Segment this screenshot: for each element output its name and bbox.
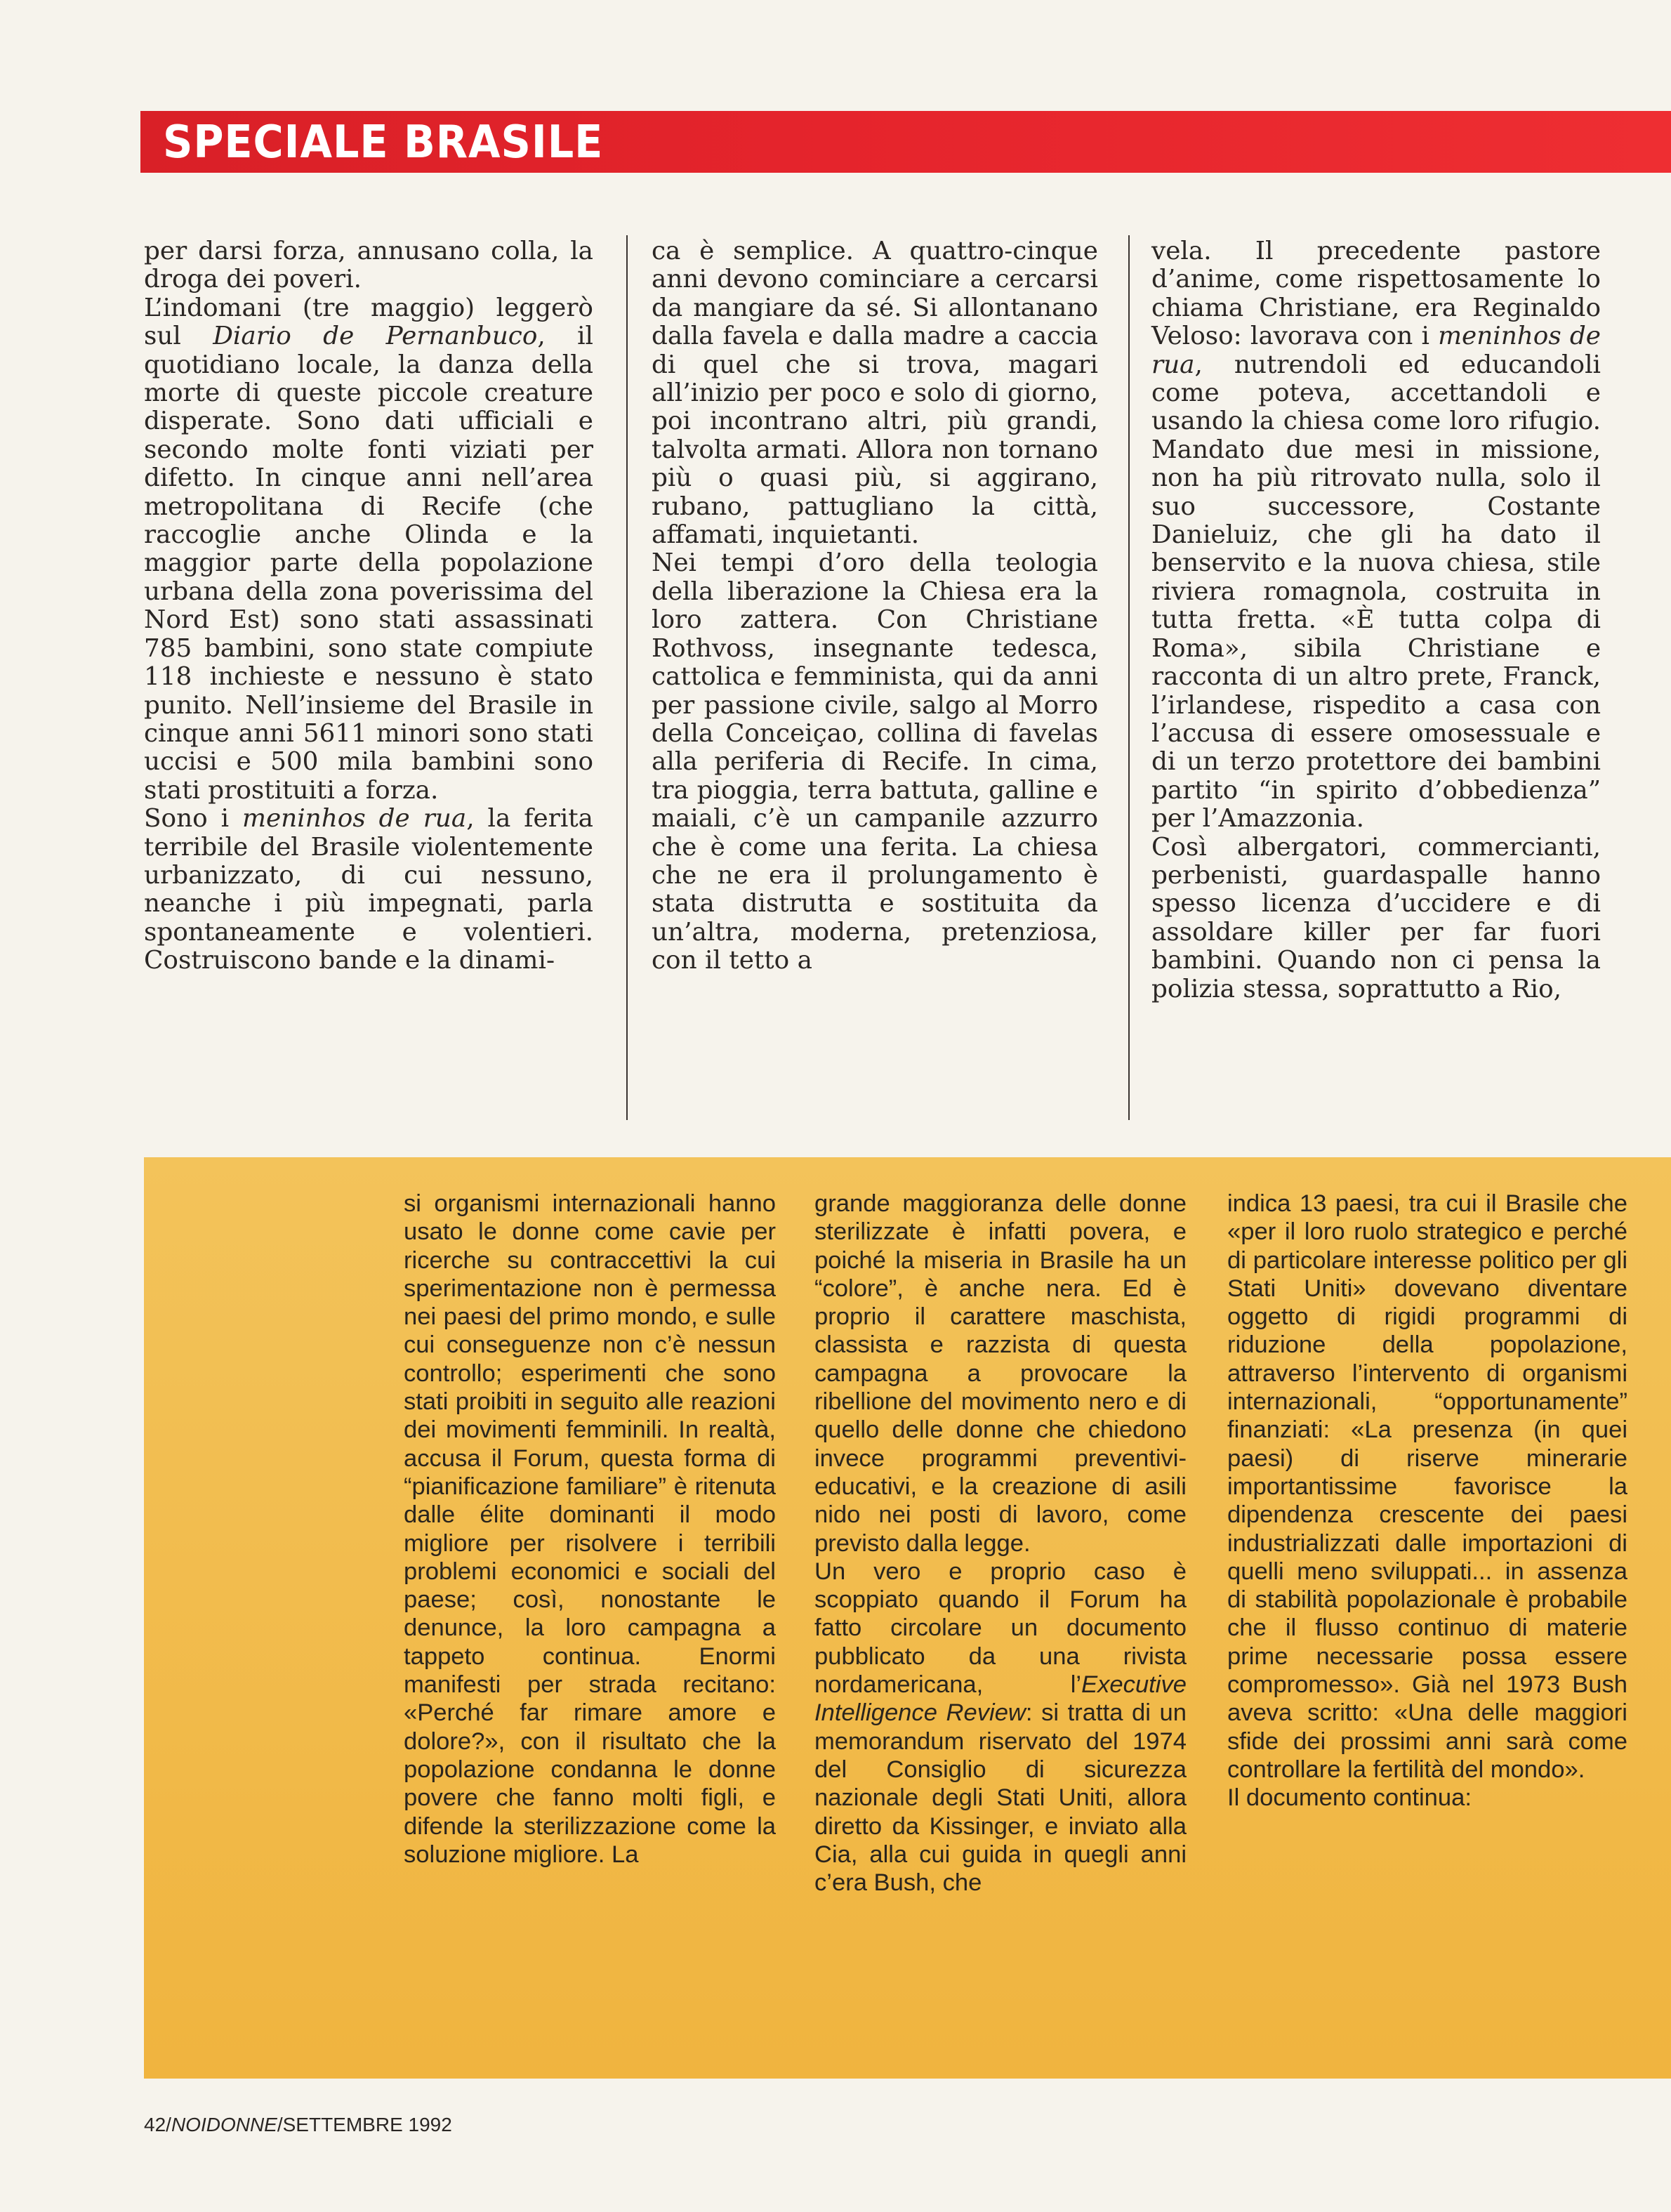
paragraph (144, 294, 593, 805)
italic-text: meninhos de rua (1151, 322, 1601, 379)
text-run: grande maggioranza delle donne sterilizzate è infatti povera, e poiché la miseria in Brasile ha un “colore”, è anche nera. Ed è proprio il carattere maschista, classista e razzista di questa campagna a provocare la ribellione del movimento nero e di quello delle donne che chiedono invece programmi preventivi-educativi, e la creazione di asili nido nei posti di lavoro, come previsto dalla legge. (814, 1190, 1187, 1557)
text-run: Nei tempi d’oro della teologia della liberazione la Chiesa era la loro zattera. Con Christiane Rothvoss, insegnante tedesca, cattolica e femminista, qui da anni per passione civile, salgo al Morro della Conceiçao, collina di favelas alla periferia di Recife. In cima, tra pioggia, terra battuta, galline e maiali, c’è un campanile azzurro che è come una ferita. La chiesa che ne era il prolungamento è stata distrutta e sostituita da un’altra, moderna, pretenziosa, con il tetto a (652, 548, 1098, 975)
section-title: SPECIALE BRASILE (163, 117, 604, 169)
box-column-1 (404, 1190, 776, 1869)
text-run: Sono i (144, 804, 243, 834)
text-run: L’indomani (tre maggio) leggerò sul (144, 293, 593, 351)
text-run: per darsi forza, annusano colla, la droga dei poveri. (144, 237, 593, 294)
text-run: , il quotidiano locale, la danza della morte di queste piccole creature disperate. Sono dati ufficiali e secondo molte fonti viziati per difetto. In cinque anni nell’area metropolitana di Recife (che raccoglie anche Olinda e la maggior parte della popolazione urbana della zona poverissima del Nord Est) sono stati assassinati 785 bambini, sono state compiute 118 inchieste e nessuno è stato punito. Nell’insieme del Brasile in cinque anni 5611 minori sono stati uccisi e 500 mila bambini sono stati prostituiti a forza. (144, 322, 593, 805)
paragraph (1227, 1190, 1627, 1784)
text-run: indica 13 paesi, tra cui il Brasile che «per il loro ruolo strategico e perché di particolare interesse politico per gli Stati Uniti» dovevano diventare oggetto di rigidi programmi di riduzione della popolazione, attraverso l’intervento di organismi internazionali, “opportunamente” finanziati: «La presenza (in quei paesi) di riserve minerarie importantissime favorisce la dipendenza crescente dei paesi industrializzati dalle importazioni di quelli meno sviluppati... in assenza di stabilità popolazionale è probabile che il flusso continuo di materie prime necessarie possa essere compromesso». Già nel 1973 Bush aveva scritto: «Una delle maggiori sfide dei prossimi anni sarà come controllare la fertilità del mondo». (1227, 1190, 1627, 1783)
page-number: 42/ (144, 2114, 171, 2135)
column-divider (1128, 235, 1130, 1120)
box-column-3 (1227, 1190, 1627, 1812)
paragraph (814, 1190, 1187, 1558)
text-run: , nutrendoli ed educandoli come poteva, accettandoli e usando la chiesa come loro rifugio. Mandato due mesi in missione, non ha più ritrovato nulla, solo il suo successore, Costante Danieluiz, che gli ha dato il benservito e la nuova chiesa, stile riviera romagnola, costruita in tutta fretta. «È tutta colpa di Roma», sibila Christiane e racconta di un altro prete, Franck, l’irlandese, rispedito a casa con l’accusa di essere omosessuale e di un terzo protettore dei bambini partito “in spirito d’obbedienza” per l’Amazzonia. (1151, 350, 1601, 834)
text-run: Un vero e proprio caso è scoppiato quando il Forum ha fatto circolare un documento pubblicato da una rivista nordamericana, l’ (814, 1558, 1187, 1699)
text-run: Così albergatori, commercianti, perbenisti, guardaspalle hanno spesso licenza d’uccidere e di assoldare killer per far fuori bambini. Quando non ci pensa la polizia stessa, soprattutto a Rio, (1151, 832, 1601, 1003)
paragraph (1151, 237, 1601, 834)
issue-date: /SETTEMBRE 1992 (277, 2114, 452, 2135)
text-run: ca è semplice. A quattro-cinque anni devono cominciare a cercarsi da mangiare da sé. Si allontanano dalla favela e dalla madre a caccia di quel che si trova, magari all’inizio per poco e solo di giorno, poi incontrano altri, più grandi, talvolta armati. Allora non tornano più o quasi più, si aggirano, rubano, pattugliano la città, affamati, inquietanti. (652, 237, 1098, 550)
paragraph (1227, 1784, 1627, 1812)
text-run: : si tratta di un memorandum riservato del 1974 del Consiglio di sicurezza nazionale degli Stati Uniti, allora diretto da Kissinger, e inviato alla Cia, alla cui guida in quegli anni c’era Bush, che (814, 1699, 1187, 1897)
paragraph (1151, 834, 1601, 1003)
article-column-3 (1151, 237, 1601, 1003)
page-footer (144, 2114, 452, 2136)
paragraph (404, 1190, 776, 1869)
article-column-1 (144, 237, 593, 975)
italic-text: Executive Intelligence Review (814, 1671, 1187, 1727)
paragraph (814, 1558, 1187, 1897)
box-column-2 (814, 1190, 1187, 1897)
text-run: si organismi internazionali hanno usato le donne come cavie per ricerche su contraccettivi la cui sperimentazione non è permessa nei paesi del primo mondo, e sulle cui conseguenze non c’è nessun controllo; esperimenti che sono stati proibiti in seguito alle reazioni dei movimenti femminili. In realtà, accusa il Forum, questa forma di “pianificazione familiare” è ritenuta dalle élite dominanti il modo migliore per risolvere i terribili problemi economici e sociali del paese; così, nonostante le denunce, la loro campagna a tappeto continua. Enormi manifesti per strada recitano: «Perché far rimare amore e dolore?», con il risultato che la popolazione condanna le donne povere che fanno molti figli, e difende la sterilizzazione come la soluzione migliore. La (404, 1190, 776, 1868)
text-run: Il documento continua: (1227, 1784, 1472, 1812)
column-divider (626, 235, 628, 1120)
italic-text: meninhos de rua (242, 804, 467, 834)
text-run: vela. Il precedente pastore d’anime, come rispettosamente lo chiama Christiane, era Reginaldo Veloso: lavorava con i (1151, 237, 1601, 351)
text-run: , la ferita terribile del Brasile violentemente urbanizzato, di cui nessuno, neanche i più impegnati, parla spontaneamente e volentieri. Costruiscono bande e la dinami- (144, 804, 593, 975)
italic-text: Diario de Pernanbuco (213, 322, 538, 351)
paragraph (652, 549, 1098, 975)
article-column-2 (652, 237, 1098, 975)
paragraph (144, 805, 593, 975)
paragraph (652, 237, 1098, 549)
paragraph (144, 237, 593, 294)
magazine-name: NOIDONNE (171, 2114, 277, 2135)
